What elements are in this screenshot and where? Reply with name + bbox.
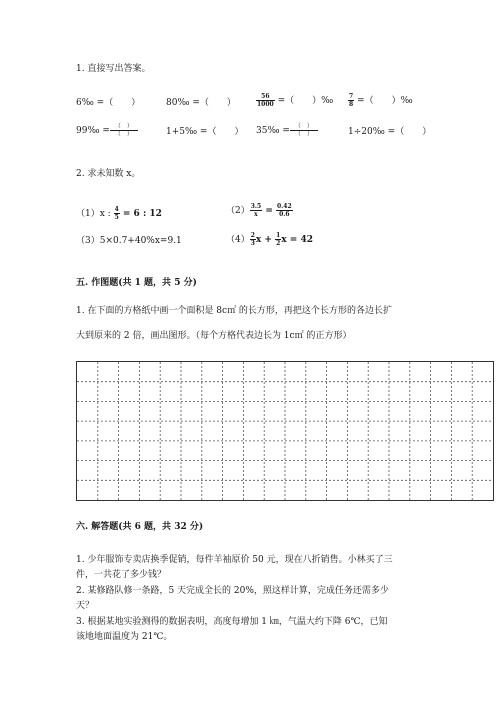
section-heading-drawing: 五. 作图题(共 1 题，共 5 分) [76, 278, 197, 288]
equation-4: （4） $\frac{2}{3}$ x + $\frac{1}{2}$ x = 42 [226, 232, 313, 247]
question-2-title: 2. 求未知数 x。 [76, 169, 141, 179]
answer-item-1-2: 80‰ =（ ） [166, 98, 236, 108]
grid-lines [77, 362, 493, 500]
grid-paper[interactable] [76, 361, 494, 501]
fraction: $\frac{2}{3}$ [250, 232, 255, 247]
answer-item-2-3: 35‰ = $\frac{( )}{( )}$ [256, 123, 318, 138]
drawing-question-line: 1. 在下面的方格纸中画一个面积是 8c㎡ 的长方形，再把这个长方形的各边长扩 [76, 306, 392, 316]
fraction: $\frac{1}{2}$ [276, 232, 281, 247]
question-line: 1. 少年服饰专卖店换季促销，每件羊袖原价 50 元，现在八折销售。小林买了三 [76, 555, 393, 565]
answer-item-1-1: 6‰ =（ ） [76, 98, 141, 108]
equation-3: （3）5×0.7+40%x=9.1 [76, 236, 182, 246]
question-line: 件，一共花了多少钱？ [76, 570, 167, 580]
answer-item-1-4: $\frac{7}{8}$ =（ ）‰ [349, 93, 413, 108]
question-line: 天？ [76, 601, 95, 611]
fraction: $\frac{4}{5}$ [114, 206, 119, 221]
answer-item-2-1: 99‰ = $\frac{( )}{( )}$ [76, 123, 138, 138]
drawing-question-line: 大到原来的 2 倍，画出图形。（每个方格代表边长为 1c㎡ 的正方形） [76, 331, 352, 341]
answer-item-1-3: $\frac{56}{1000}$ =（ ）‰ [257, 93, 334, 108]
fraction: $\frac{56}{1000}$ [257, 93, 274, 108]
drawing-question [76, 304, 486, 344]
fraction: $\frac{3.5}{x}$ [250, 203, 262, 218]
answer-item-2-4: 1÷20‰ =（ ） [348, 127, 432, 137]
blank-fraction: $\frac{( )}{( )}$ [110, 123, 138, 138]
blank-fraction: $\frac{( )}{( )}$ [290, 123, 318, 138]
solving-questions [76, 553, 486, 645]
answer-item-2-2: 1+5‰ =（ ） [166, 127, 244, 137]
equation-1: （1）x : $\frac{4}{5}$ = 6 : 12 [76, 206, 162, 221]
fraction: $\frac{7}{8}$ [349, 93, 354, 108]
section-heading-solving: 六. 解答题(共 6 题，共 32 分) [76, 522, 204, 532]
equation-2: （2） $\frac{3.5}{x}$ = $\frac{0.42}{0.6}$ [226, 203, 292, 218]
question-line: 2. 某修路队修一条路，5 天完成全长的 20%，照这样计算，完成任务还需多少 [76, 586, 389, 596]
question-line: 3. 根据某地实验测得的数据表明，高度每增加 1 ㎞，气温大约下降 6℃，已知 [76, 617, 388, 627]
fraction: $\frac{0.42}{0.6}$ [277, 203, 292, 218]
question-1-title: 1. 直接写出答案。 [76, 64, 151, 74]
question-line: 该地地面温度为 21℃。 [76, 632, 173, 642]
